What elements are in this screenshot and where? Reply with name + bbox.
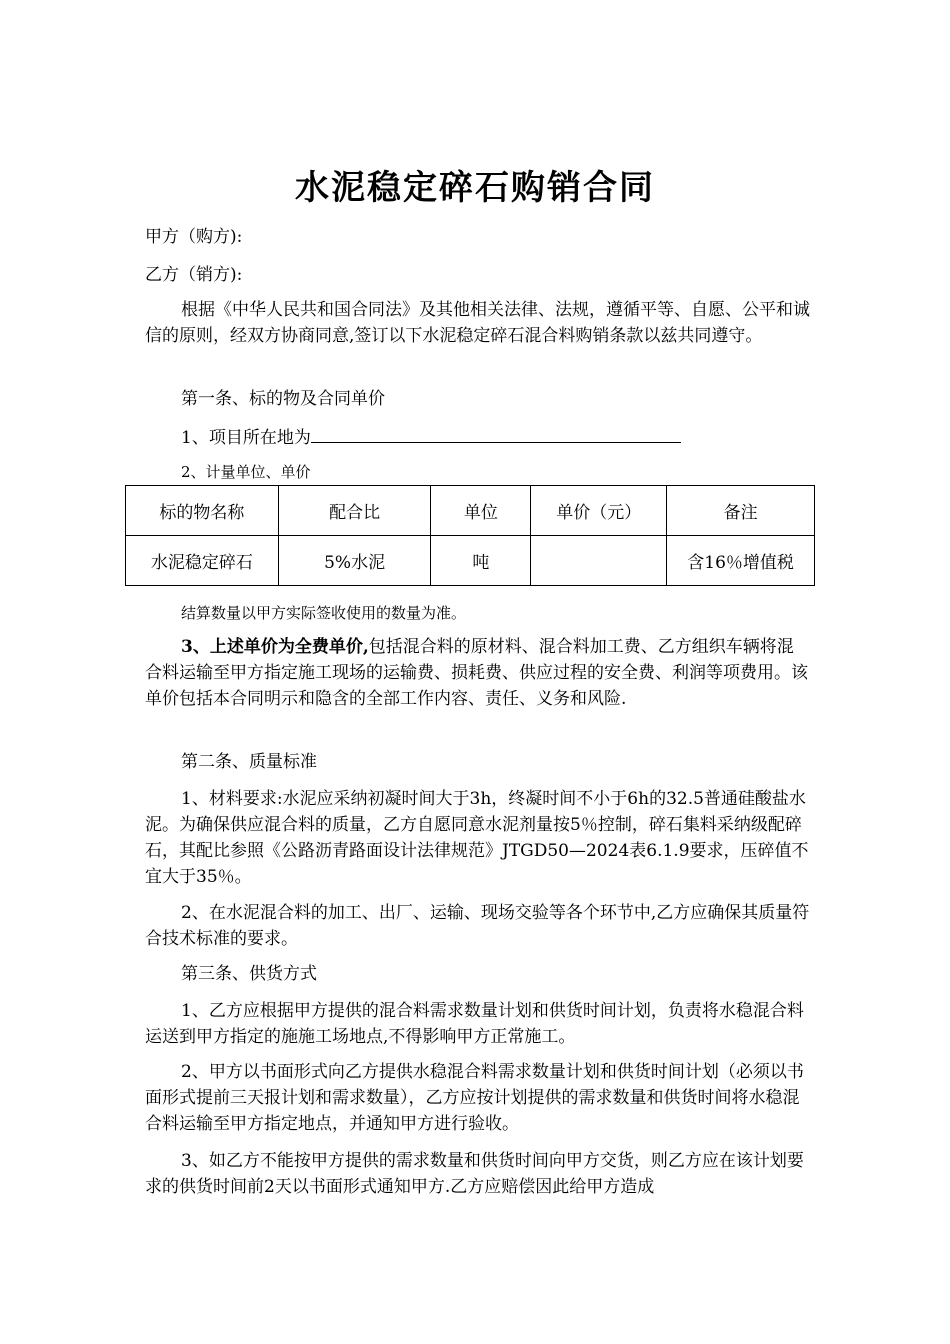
article2-item1 <box>145 786 810 890</box>
article1-item3 <box>145 634 810 712</box>
cell-item-name: 水泥稳定碎石 <box>126 536 279 586</box>
article2-heading: 第二条、质量标准 <box>181 752 317 772</box>
contract-title: 水泥稳定碎石购销合同 <box>295 168 655 208</box>
party-b-line: 乙方（销方): <box>145 265 243 285</box>
header-mix-ratio: 配合比 <box>278 486 431 536</box>
cell-remark: 含16％增值税 <box>667 536 815 586</box>
project-location-blank <box>311 424 681 443</box>
article1-heading: 第一条、标的物及合同单价 <box>181 389 385 409</box>
price-table-header-row <box>126 486 815 536</box>
party-a-line: 甲方（购方): <box>145 227 243 247</box>
price-table <box>125 485 815 586</box>
article3-item1-text: 1、乙方应根据甲方提供的混合料需求数量计划和供货时间计划，负责将水稳混合料运送到甲方指定的施施工场地点,不得影响甲方正常施工。 <box>145 1001 804 1047</box>
article3-item2 <box>145 1059 810 1137</box>
header-remark: 备注 <box>667 486 815 536</box>
article3-item1 <box>145 998 810 1050</box>
article1-item1 <box>181 424 681 451</box>
article3-item2-text: 2、甲方以书面形式向乙方提供水稳混合料需求数量计划和供货时间计划（必须以书面形式提前三天报计划和需求数量），乙方应按计划提供的需求数量和供货时间将水稳混合料运输至甲方指定地点，并通知甲方进行验收。 <box>145 1062 804 1134</box>
article2-item1-text: 1、材料要求:水泥应采纳初凝时间大于3h，终凝时间不小于6h的32.5普通硅酸盐水泥。为确保供应混合料的质量，乙方自愿同意水泥剂量按5％控制，碎石集料采纳级配碎石，其配比参照《公路沥青路面设计法律规范》JTGD50—2024表6.1.9要求，压碎值不宜大于35％。 <box>145 789 809 887</box>
article2-item2-text: 2、在水泥混合料的加工、出厂、运输、现场交验等各个环节中,乙方应确保其质量符合技术标准的要求。 <box>145 903 810 949</box>
article3-item3 <box>145 1148 810 1200</box>
item3-bold-text: 3、上述单价为全费单价, <box>181 637 369 657</box>
cell-unit: 吨 <box>431 536 531 586</box>
cell-mix-ratio: 5%水泥 <box>278 536 431 586</box>
item3-text: 包括混合料的原材料、混合料加工费、乙方组织车辆将混合料运输至甲方指定施工现场的运输费、损耗费、供应过程的安全费、利润等项费用。该单价包括本合同明示和隐含的全部工作内容、责任、义务和风险. <box>145 637 808 709</box>
project-location-label: 1、项目所在地为 <box>181 428 311 448</box>
settlement-note: 结算数量以甲方实际签收使用的数量为准。 <box>181 604 467 622</box>
article1-item2: 2、计量单位、单价 <box>181 463 311 481</box>
article2-item2 <box>145 900 810 952</box>
preamble-paragraph <box>145 297 810 349</box>
cell-unit-price <box>531 536 667 586</box>
article3-heading: 第三条、供货方式 <box>181 964 317 984</box>
header-unit-price: 单价（元） <box>531 486 667 536</box>
article3-item3-text: 3、如乙方不能按甲方提供的需求数量和供货时间向甲方交货，则乙方应在该计划要求的供货时间前2天以书面形式通知甲方.乙方应赔偿因此给甲方造成 <box>145 1151 804 1197</box>
preamble-text: 根据《中华人民共和国合同法》及其他相关法律、法规，遵循平等、自愿、公平和诚信的原则，经双方协商同意,签订以下水泥稳定碎石混合料购销条款以兹共同遵守。 <box>145 300 810 346</box>
price-table-row <box>126 536 815 586</box>
header-unit: 单位 <box>431 486 531 536</box>
header-item-name: 标的物名称 <box>126 486 279 536</box>
